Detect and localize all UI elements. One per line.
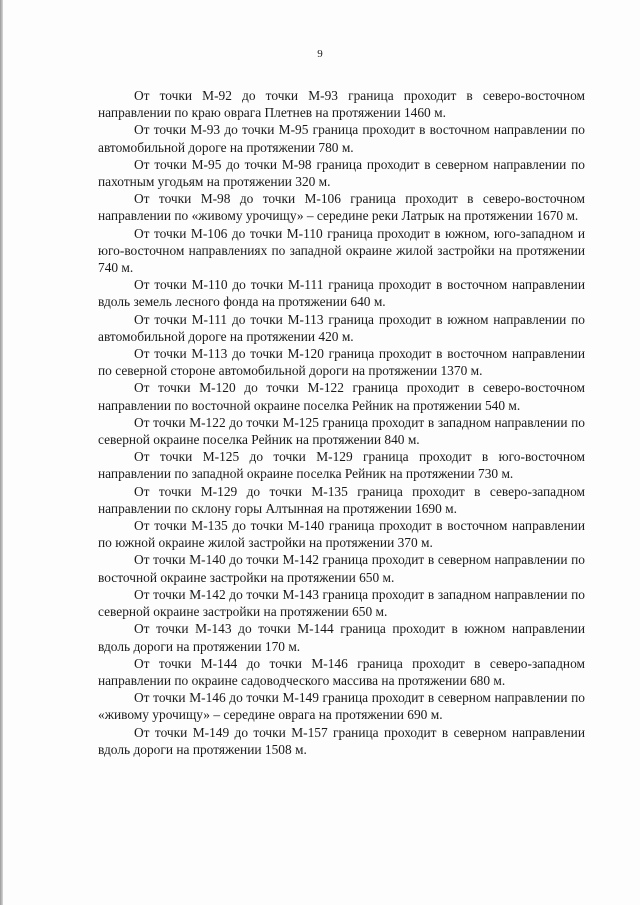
paragraph: От точки М-98 до точки М-106 граница проходит в северо-восточном направлении по «живому урочищу» – середине реки Латрык на протяжении 1670 м.	[98, 191, 585, 224]
paragraph: От точки М-113 до точки М-120 граница проходит в восточном направлении по северной стороне автомобильной дороги на протяжении 1370 м.	[98, 346, 585, 379]
paragraph: От точки М-144 до точки М-146 граница проходит в северо-западном направлении по окраине садоводческого массива на протяжении 680 м.	[98, 655, 585, 688]
paragraph: От точки М-140 до точки М-142 граница проходит в северном направлении по восточной окраине застройки на протяжении 650 м.	[98, 552, 585, 585]
document-body	[98, 87, 585, 758]
paragraph: От точки М-135 до точки М-140 граница проходит в восточном направлении по южной окраине жилой застройки на протяжении 370 м.	[98, 518, 585, 551]
paragraph: От точки М-143 до точки М-144 граница проходит в южном направлении вдоль дороги на протяжении 170 м.	[98, 621, 585, 654]
page-number: 9	[317, 48, 323, 60]
paragraph: От точки М-142 до точки М-143 граница проходит в западном направлении по северной окраине застройки на протяжении 650 м.	[98, 586, 585, 620]
paragraph: От точки М-92 до точки М-93 граница проходит в северо-восточном направлении по краю оврага Плетнев на протяжении 1460 м.	[98, 88, 585, 121]
paragraph: От точки М-110 до точки М-111 граница проходит в восточном направлении вдоль земель лесного фонда на протяжении 640 м.	[98, 277, 585, 310]
paragraph: От точки М-146 до точки М-149 граница проходит в северном направлении по «живому урочищу» – середине оврага на протяжении 690 м.	[98, 690, 585, 723]
paragraph: От точки М-149 до точки М-157 граница проходит в северном направлении вдоль дороги на протяжении 1508 м.	[98, 724, 585, 757]
paragraph: От точки М-120 до точки М-122 граница проходит в северо-восточном направлении по восточной окраине поселка Рейник на протяжении 540 м.	[98, 380, 585, 413]
paragraph: От точки М-95 до точки М-98 граница проходит в северном направлении по пахотным угодьям на протяжении 320 м.	[98, 156, 585, 190]
paragraph: От точки М-106 до точки М-110 граница проходит в южном, юго-западном и юго-восточном направлениях по западной окраине жилой застройки на протяжении 740 м.	[98, 225, 585, 276]
paragraph: От точки М-129 до точки М-135 граница проходит в северо-западном направлении по склону горы Алтынная на протяжении 1690 м.	[98, 483, 585, 516]
paragraph: От точки М-93 до точки М-95 граница проходит в восточном направлении по автомобильной дороге на протяжении 780 м.	[98, 122, 585, 155]
paragraph: От точки М-122 до точки М-125 граница проходит в западном направлении по северной окраине поселка Рейник на протяжении 840 м.	[98, 414, 585, 448]
scan-edge	[0, 0, 3, 905]
paragraph: От точки М-125 до точки М-129 граница проходит в юго-восточном направлении по западной окраине поселка Рейник на протяжении 730 м.	[98, 449, 585, 482]
paragraph: От точки М-111 до точки М-113 граница проходит в южном направлении по автомобильной дороге на протяжении 420 м.	[98, 311, 585, 344]
